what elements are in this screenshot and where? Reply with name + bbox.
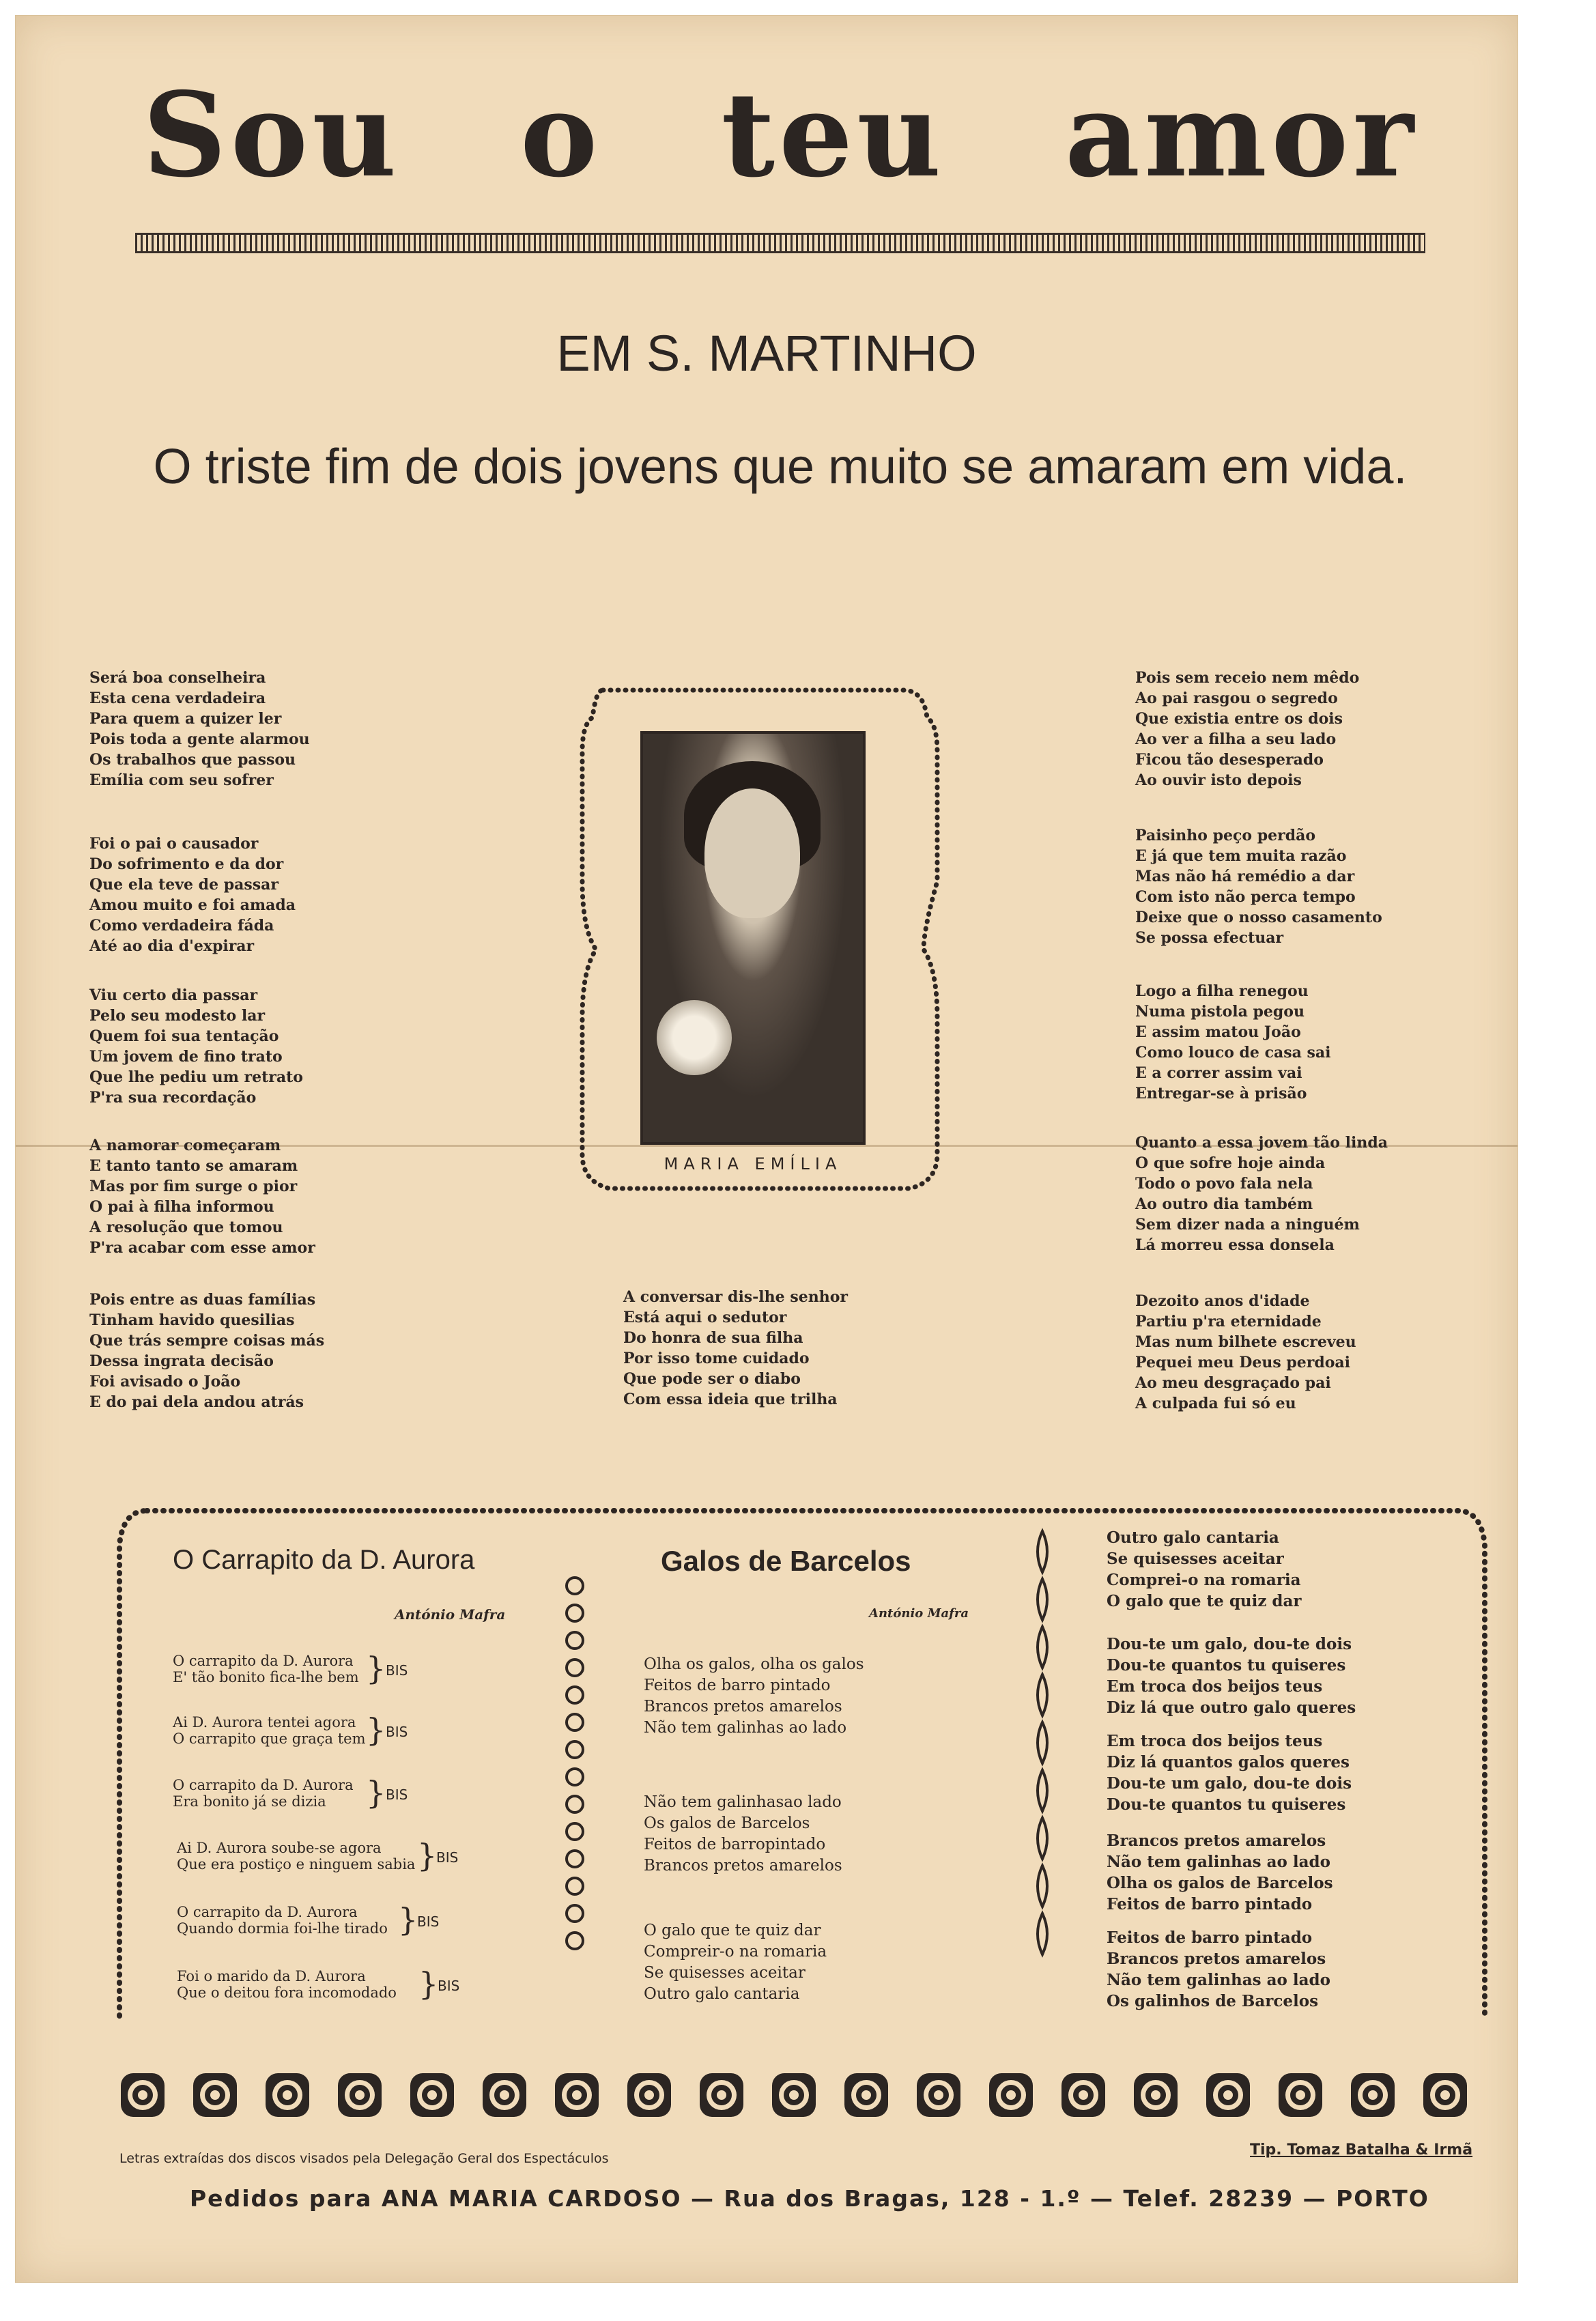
- bis-label-3: BIS: [386, 1786, 408, 1803]
- carrapito-couplet-1: O carrapito da D. Aurora E' tão bonito fica-lhe bem: [173, 1653, 359, 1685]
- galos-title: Galos de Barcelos: [661, 1545, 911, 1577]
- galos-stanza-3: O galo que te quiz dar Compreir-o na romaria Se quisesses aceitar Outro galo cantaria: [644, 1922, 827, 2003]
- left-stanza-4: A namorar começaram E tanto tanto se amaram Mas por fim surge o pior O pai à filha informou A resolução que tomou P'ra acabar com esse amor: [89, 1137, 315, 1257]
- carrapito-author: António Mafra: [395, 1606, 506, 1623]
- brace-2: }: [366, 1711, 386, 1748]
- bis-label-4: BIS: [436, 1849, 459, 1866]
- carrapito-couplet-3: O carrapito da D. Aurora Era bonito já se dizia: [173, 1777, 354, 1810]
- chain-ornament-right: [1029, 1524, 1056, 1982]
- bis-label-6: BIS: [438, 1978, 460, 1994]
- poster-title: Sou o teu amor: [143, 67, 1418, 203]
- left-stanza-5: Pois entre as duas famílias Tinham havido quesilias Que trás sempre coisas más Dessa ingrata decisão Foi avisado o João E do pai dela andou atrás: [89, 1291, 325, 1411]
- galos-right-stanza-4: Brancos pretos amarelos Não tem galinhas ao lado Olha os galos de Barcelos Feitos de barro pintado: [1107, 1832, 1333, 1913]
- portrait-face: [704, 788, 800, 918]
- right-stanza-5: Dezoito anos d'idade Partiu p'ra eternidade Mas num bilhete escreveu Pequei meu Deus perdoai Ao meu desgraçado pai A culpada fui só eu: [1135, 1292, 1356, 1412]
- center-stanza: A conversar dis-lhe senhor Está aqui o sedutor Do honra de sua filha Por isso tome cuidado Que pode ser o diabo Com essa ideia que trilha: [623, 1288, 848, 1408]
- right-stanza-3: Logo a filha renegou Numa pistola pegou E assim matou João Como louco de casa sai E a correr assim vai Entregar-se à prisão: [1135, 982, 1331, 1102]
- bis-label-5: BIS: [417, 1913, 440, 1930]
- brace-1: }: [366, 1650, 386, 1687]
- portrait-photo: [640, 731, 866, 1145]
- title-ornamental-rule: [135, 233, 1425, 253]
- right-stanza-1: Pois sem receio nem mêdo Ao pai rasgou o segredo Que existia entre os dois Ao ver a filha a seu lado Ficou tão desesperado Ao ouvir isto depois: [1135, 669, 1360, 789]
- headline: O triste fim de dois jovens que muito se amaram em vida.: [153, 440, 1408, 494]
- brace-4: }: [417, 1837, 438, 1874]
- carrapito-couplet-2: Ai D. Aurora tentei agora O carrapito que graça tem: [173, 1714, 366, 1747]
- poster-sheet: [15, 15, 1518, 2283]
- galos-author: António Mafra: [869, 1606, 969, 1621]
- location-subtitle: EM S. MARTINHO: [556, 325, 977, 382]
- carrapito-couplet-6: Foi o marido da D. Aurora Que o deitou fora incomodado: [177, 1968, 397, 2001]
- right-stanza-2: Paisinho peço perdão E já que tem muita razão Mas não há remédio a dar Com isto não perca tempo Deixe que o nosso casamento Se possa efectuar: [1135, 827, 1382, 947]
- photo-caption: MARIA EMÍLIA: [664, 1154, 842, 1173]
- brace-3: }: [366, 1774, 386, 1811]
- footer-note: Letras extraídas dos discos visados pela Delegação Geral dos Espectáculos: [119, 2151, 609, 2166]
- galos-stanza-2: Não tem galinhasao lado Os galos de Barcelos Feitos de barropintado Brancos pretos amarelos: [644, 1793, 842, 1875]
- brace-5: }: [398, 1901, 418, 1938]
- carrapito-title: O Carrapito da D. Aurora: [173, 1545, 475, 1575]
- order-address: Pedidos para ANA MARIA CARDOSO — Rua dos Bragas, 128 - 1.º — Telef. 28239 — PORTO: [190, 2185, 1429, 2212]
- left-stanza-1: Será boa conselheira Esta cena verdadeira Para quem a quizer ler Pois toda a gente alarmou Os trabalhos que passou Emília com seu sofrer: [89, 669, 310, 789]
- chain-ornament-left: [559, 1565, 590, 1975]
- right-stanza-4: Quanto a essa jovem tão linda O que sofre hoje ainda Todo o povo fala nela Ao outro dia também Sem dizer nada a ninguém Lá morreu essa donsela: [1135, 1134, 1388, 1254]
- left-stanza-3: Viu certo dia passar Pelo seu modesto lar Quem foi sua tentação Um jovem de fino trato Que lhe pediu um retrato P'ra sua recordação: [89, 986, 303, 1107]
- galos-right-stanza-2: Dou-te um galo, dou-te dois Dou-te quantos tu quiseres Em troca dos beijos teus Diz lá que outro galo queres: [1107, 1635, 1356, 1717]
- medallion-border: [118, 2070, 1483, 2125]
- bis-label-2: BIS: [386, 1724, 408, 1740]
- carrapito-couplet-4: Ai D. Aurora soube-se agora Que era postiço e ninguem sabia: [177, 1840, 416, 1873]
- printer-credit: Tip. Tomaz Batalha & Irmã: [1250, 2141, 1473, 2159]
- left-stanza-2: Foi o pai o causador Do sofrimento e da dor Que ela teve de passar Amou muito e foi amada Como verdadeira fáda Até ao dia d'expirar: [89, 835, 296, 955]
- galos-stanza-1: Olha os galos, olha os galos Feitos de barro pintado Brancos pretos amarelos Não tem galinhas ao lado: [644, 1655, 864, 1737]
- bis-label-1: BIS: [386, 1662, 408, 1679]
- galos-right-stanza-5: Feitos de barro pintado Brancos pretos amarelos Não tem galinhas ao lado Os galinhos de Barcelos: [1107, 1928, 1330, 2010]
- galos-right-stanza-1: Outro galo cantaria Se quisesses aceitar Comprei-o na romaria O galo que te quiz dar: [1107, 1528, 1302, 1610]
- rose-image: [657, 1000, 732, 1075]
- brace-6: }: [418, 1965, 439, 2002]
- carrapito-couplet-5: O carrapito da D. Aurora Quando dormia foi-lhe tirado: [177, 1904, 388, 1937]
- galos-right-stanza-3: Em troca dos beijos teus Diz lá quantos galos queres Dou-te um galo, dou-te dois Dou-te quantos tu quiseres: [1107, 1732, 1352, 1814]
